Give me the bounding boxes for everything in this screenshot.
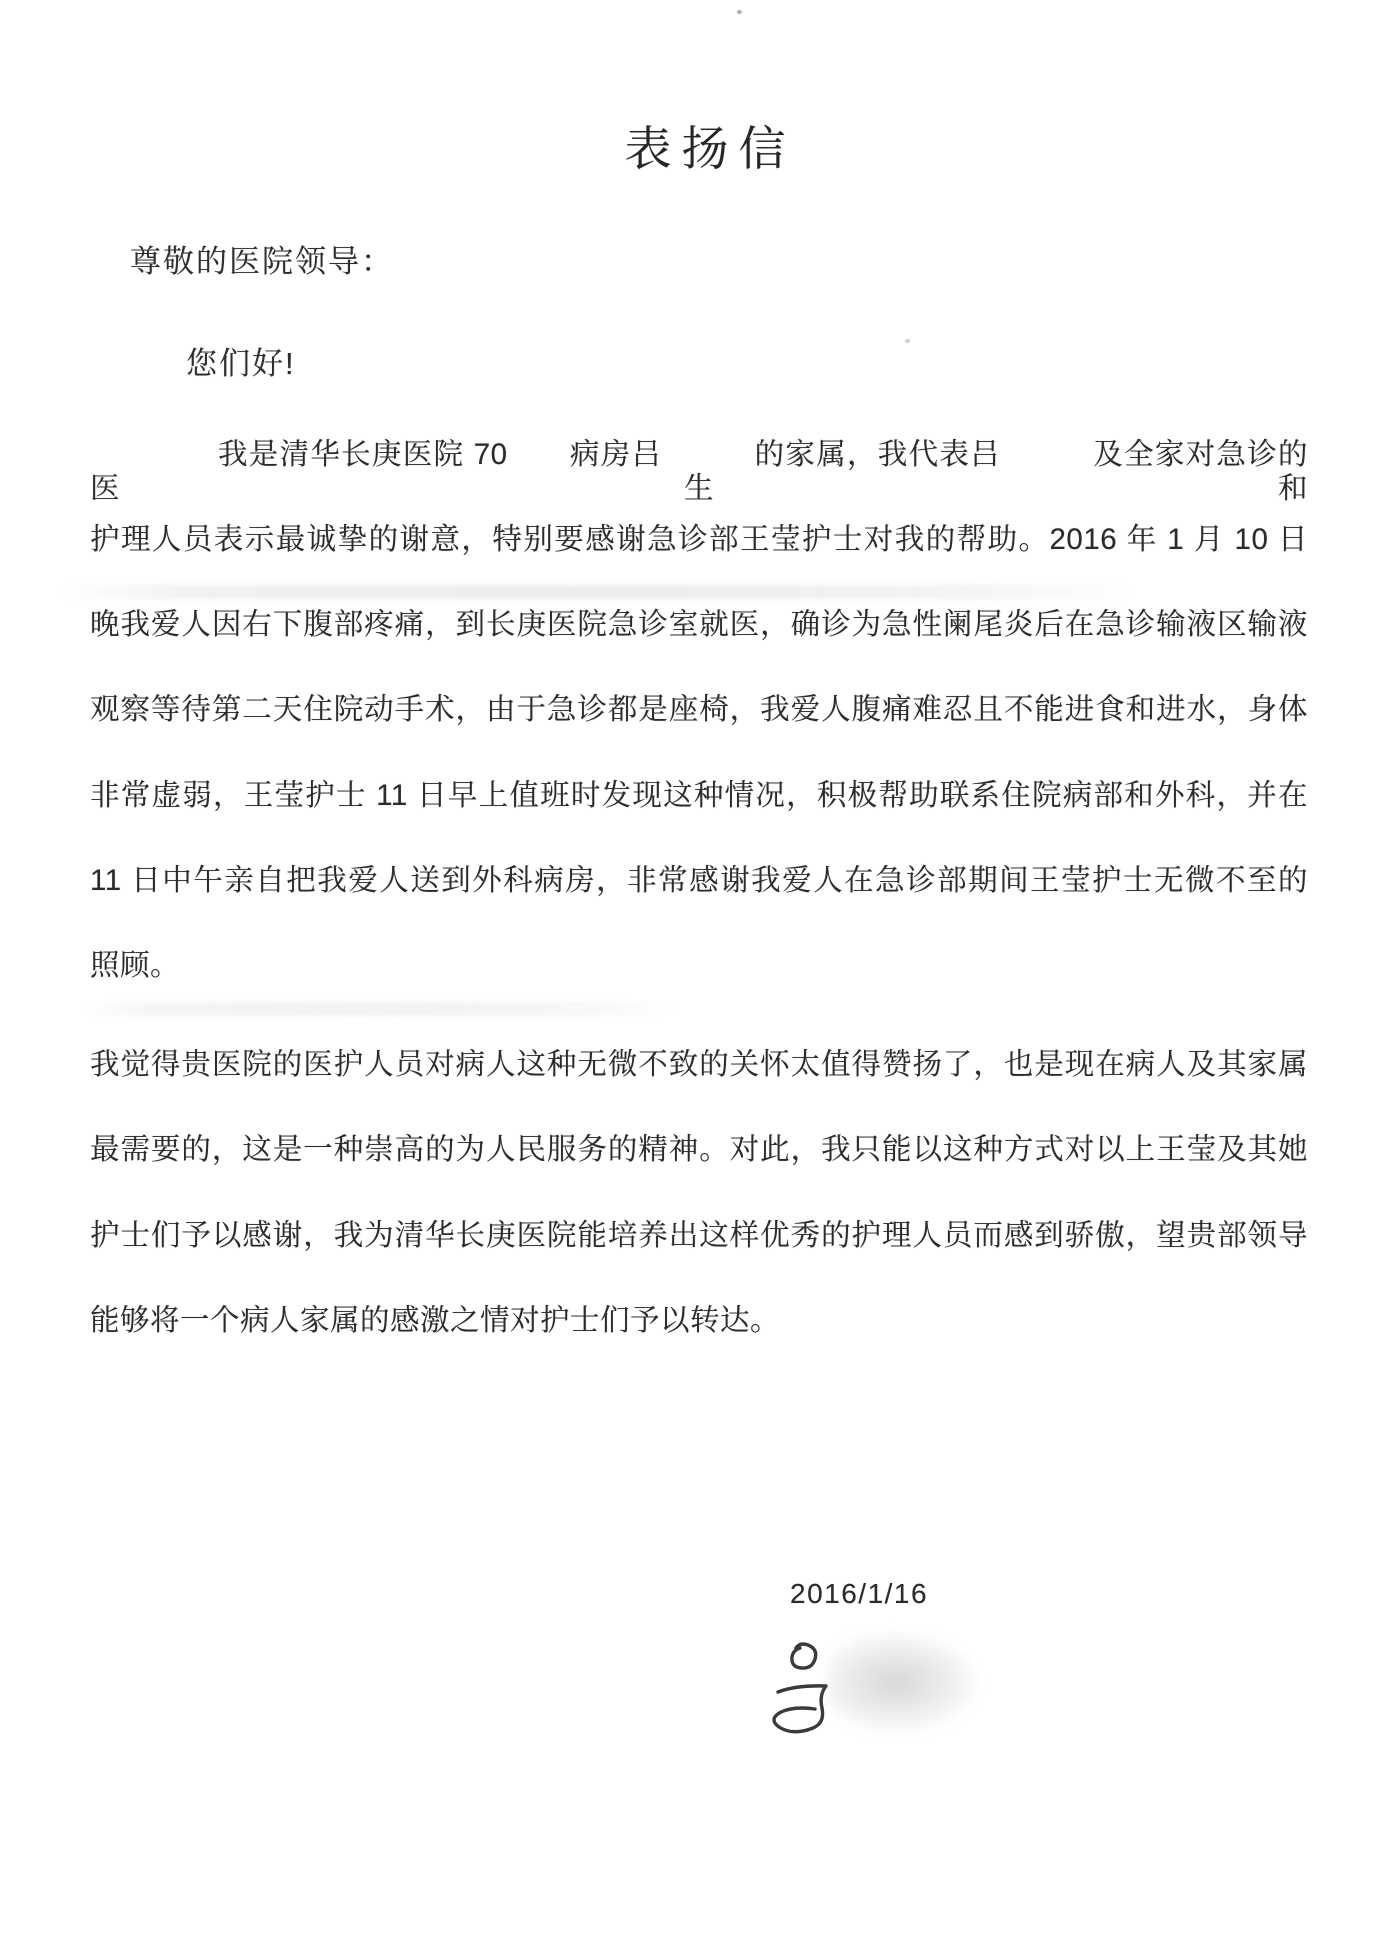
body-line: 观察等待第二天住院动手术，由于急诊都是座椅，我爱人腹痛难忍且不能进食和进水，身体 (90, 693, 1308, 726)
body-line: 护理人员表示最诚挚的谢意，特别要感谢急诊部王莹护士对我的帮助。2016 年 1 月 10 日 (90, 523, 1308, 556)
body-line: 我是清华长庚医院 70 病房吕 的家属，我代表吕 及全家对急诊的医生和 (90, 438, 1308, 505)
letter-title: 表扬信 (624, 122, 796, 175)
salutation: 尊敬的医院领导： (130, 244, 394, 279)
body-line: 晚我爱人因右下腹部疼痛，到长庚医院急诊室就医，确诊为急性阑尾炎后在急诊输液区输液 (90, 608, 1308, 641)
scan-streak (80, 1002, 680, 1016)
letter-date: 2016/1/16 (790, 1578, 929, 1609)
body-line: 照顾。 (90, 949, 181, 982)
greeting: 您们好! (186, 346, 296, 381)
scan-speck (905, 339, 910, 343)
body-line: 非常虚弱，王莹护士 11 日早上值班时发现这种情况，积极帮助联系住院病部和外科，并在 (90, 779, 1308, 812)
body-line: 最需要的，这是一种崇高的为人民服务的精神。对此，我只能以这种方式对以上王莹及其她 (90, 1133, 1308, 1166)
body-line: 护士们予以感谢，我为清华长庚医院能培养出这样优秀的护理人员而感到骄傲，望贵部领导 (90, 1219, 1308, 1252)
scan-streak (60, 585, 1140, 599)
body-line: 我觉得贵医院的医护人员对病人这种无微不致的关怀太值得赞扬了，也是现在病人及其家属 (90, 1048, 1308, 1081)
body-line: 能够将一个病人家属的感激之情对护士们予以转达。 (90, 1304, 781, 1337)
scan-smudge (828, 1632, 978, 1732)
scan-speck (737, 10, 742, 14)
body-line: 11 日中午亲自把我爱人送到外科病房，非常感谢我爱人在急诊部期间王莹护士无微不至的 (90, 864, 1308, 897)
